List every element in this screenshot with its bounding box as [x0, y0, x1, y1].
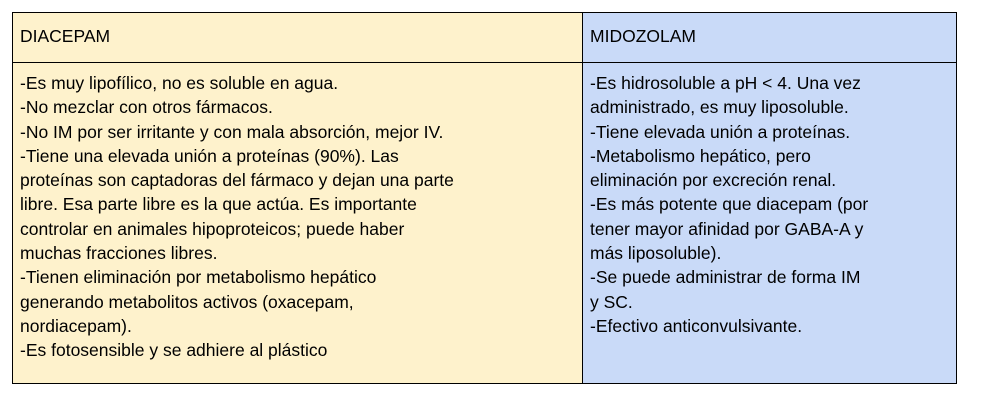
midozolam-text-line: y SC.	[590, 291, 633, 312]
header-cell-diacepam	[13, 13, 583, 63]
diacepam-text-line: generando metabolitos activos (oxacepam,	[20, 291, 354, 312]
midozolam-text-line: tener mayor afinidad por GABA-A y	[590, 218, 864, 239]
diacepam-text-line: -Es fotosensible y se adhiere al plástico	[20, 340, 328, 361]
header-diacepam: DIACEPAM	[20, 26, 111, 46]
comparison-table	[12, 12, 957, 384]
diacepam-text-line: proteínas son captadoras del fármaco y dejan una parte	[20, 170, 454, 191]
midozolam-text	[583, 63, 956, 338]
diacepam-text-line: -No mezclar con otros fármacos.	[20, 97, 273, 118]
midozolam-text-line: -Es hidrosoluble a pH < 4. Una vez	[590, 73, 861, 93]
header-row	[13, 13, 957, 63]
diacepam-text-line: libre. Esa parte libre es la que actúa. Es importante	[20, 194, 417, 215]
diacepam-text-line: -Tienen eliminación por metabolismo hepático	[20, 267, 377, 288]
midozolam-text-line: más liposoluble).	[590, 243, 722, 264]
midozolam-text-line: administrado, es muy liposoluble.	[590, 97, 849, 118]
midozolam-cell	[583, 63, 957, 384]
midozolam-text-line: -Metabolismo hepático, pero	[590, 145, 811, 166]
diacepam-text-line: -No IM por ser irritante y con mala absorción, mejor IV.	[20, 121, 444, 142]
diacepam-text	[13, 63, 582, 363]
header-midozolam: MIDOZOLAM	[590, 26, 696, 46]
diacepam-text-line: controlar en animales hipoproteicos; puede haber	[20, 218, 405, 239]
diacepam-text-line: -Tiene una elevada unión a proteínas (90%). Las	[20, 145, 399, 166]
midozolam-text-line: -Tiene elevada unión a proteínas.	[590, 121, 851, 142]
midozolam-text-line: -Efectivo anticonvulsivante.	[590, 315, 803, 336]
midozolam-text-line: -Es más potente que diacepam (por	[590, 194, 869, 215]
diacepam-text-line: -Es muy lipofílico, no es soluble en agua.	[20, 73, 339, 93]
body-row	[13, 63, 957, 384]
diacepam-text-line: nordiacepam).	[20, 315, 132, 336]
midozolam-text-line: eliminación por excreción renal.	[590, 170, 837, 191]
diacepam-text-line: muchas fracciones libres.	[20, 243, 218, 264]
midozolam-text-line: -Se puede administrar de forma IM	[590, 267, 861, 288]
diacepam-cell	[13, 63, 583, 384]
header-cell-midozolam	[583, 13, 957, 63]
